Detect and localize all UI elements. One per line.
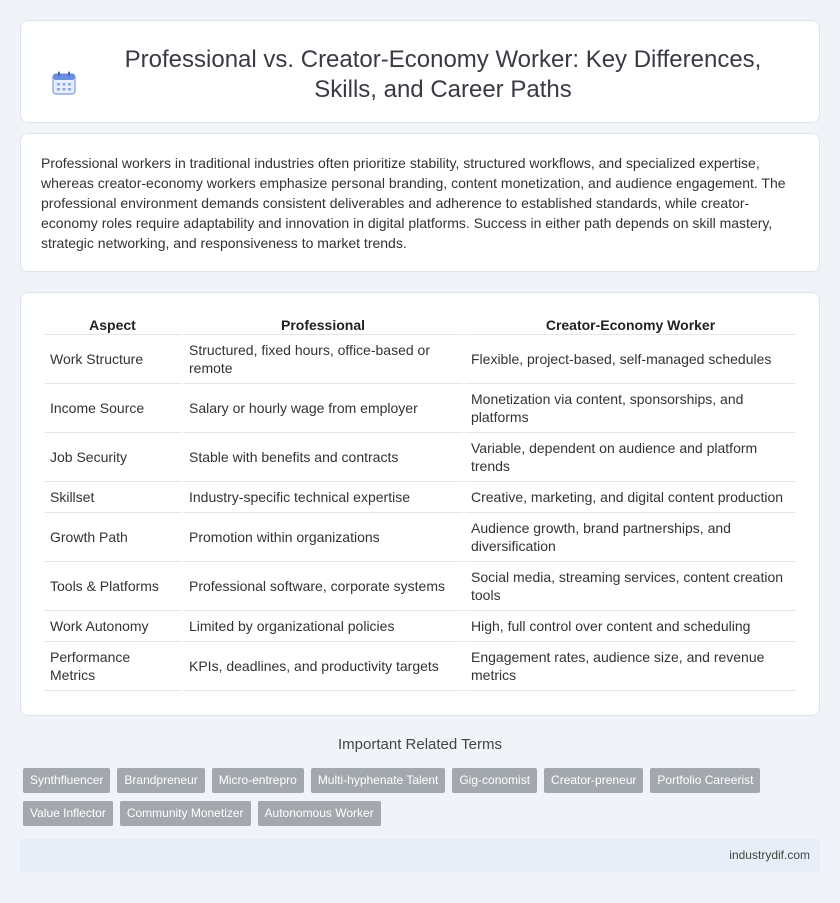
related-term-tag[interactable]: Value Inflector <box>23 801 113 826</box>
table-header-row <box>44 315 796 335</box>
intro-card <box>20 133 820 272</box>
comparison-table-card <box>20 292 820 716</box>
table-cell: Monetization via content, sponsorships, and platforms <box>465 384 796 433</box>
related-term-tag[interactable]: Synthfluencer <box>23 768 110 793</box>
table-cell: Audience growth, brand partnerships, and diversification <box>465 513 796 562</box>
column-header-professional: Professional <box>183 315 463 335</box>
intro-paragraph: Professional workers in traditional industries often prioritize stability, structured workflows, and specialized expertise, whereas creator-economy workers emphasize personal branding, content monetization, and audience engagement. The professional environment demands consistent deliverables and adherence to established standards, while creator-economy roles require adaptability and innovation in digital platforms. Success in either path depends on skill mastery, strategic networking, and responsiveness to market trends. <box>41 155 786 251</box>
table-cell: Salary or hourly wage from employer <box>183 384 463 433</box>
related-term-tag[interactable]: Community Monetizer <box>120 801 251 826</box>
table-cell: Industry-specific technical expertise <box>183 482 463 513</box>
related-terms-list <box>23 768 803 826</box>
table-cell: KPIs, deadlines, and productivity targets <box>183 642 463 691</box>
column-header-aspect: Aspect <box>44 315 181 335</box>
related-term-tag[interactable]: Micro-entrepro <box>212 768 304 793</box>
table-cell: Skillset <box>44 482 181 513</box>
related-term-tag[interactable]: Creator-preneur <box>544 768 643 793</box>
column-header-creator: Creator-Economy Worker <box>465 315 796 335</box>
related-term-tag[interactable]: Brandpreneur <box>117 768 204 793</box>
table-cell: Professional software, corporate systems <box>183 562 463 611</box>
table-cell: Work Structure <box>44 335 181 384</box>
related-term-tag[interactable]: Gig-conomist <box>452 768 537 793</box>
table-row <box>44 433 796 482</box>
table-cell: Engagement rates, audience size, and revenue metrics <box>465 642 796 691</box>
related-term-tag[interactable]: Autonomous Worker <box>258 801 381 826</box>
table-cell: Income Source <box>44 384 181 433</box>
related-term-tag[interactable]: Multi-hyphenate Talent <box>311 768 446 793</box>
table-row <box>44 384 796 433</box>
table-cell: Structured, fixed hours, office-based or remote <box>183 335 463 384</box>
table-cell: Limited by organizational policies <box>183 611 463 642</box>
related-term-tag[interactable]: Portfolio Careerist <box>650 768 760 793</box>
footer-source-link[interactable]: industrydif.com <box>729 848 810 862</box>
header-card <box>20 20 820 123</box>
table-row <box>44 482 796 513</box>
table-cell: Work Autonomy <box>44 611 181 642</box>
related-terms-heading: Important Related Terms <box>338 736 502 753</box>
table-row <box>44 335 796 384</box>
table-cell: Tools & Platforms <box>44 562 181 611</box>
table-row <box>44 562 796 611</box>
footer <box>20 839 820 872</box>
comparison-table <box>42 315 798 691</box>
table-cell: High, full control over content and scheduling <box>465 611 796 642</box>
calendar-icon <box>51 70 77 96</box>
table-cell: Creative, marketing, and digital content production <box>465 482 796 513</box>
table-cell: Flexible, project-based, self-managed schedules <box>465 335 796 384</box>
table-cell: Performance Metrics <box>44 642 181 691</box>
table-row <box>44 611 796 642</box>
table-row <box>44 642 796 691</box>
table-cell: Job Security <box>44 433 181 482</box>
table-cell: Stable with benefits and contracts <box>183 433 463 482</box>
table-cell: Growth Path <box>44 513 181 562</box>
table-cell: Variable, dependent on audience and platform trends <box>465 433 796 482</box>
page-title: Professional vs. Creator-Economy Worker: Key Differences, Skills, and Career Paths <box>124 46 762 103</box>
table-cell: Social media, streaming services, content creation tools <box>465 562 796 611</box>
table-row <box>44 513 796 562</box>
table-cell: Promotion within organizations <box>183 513 463 562</box>
